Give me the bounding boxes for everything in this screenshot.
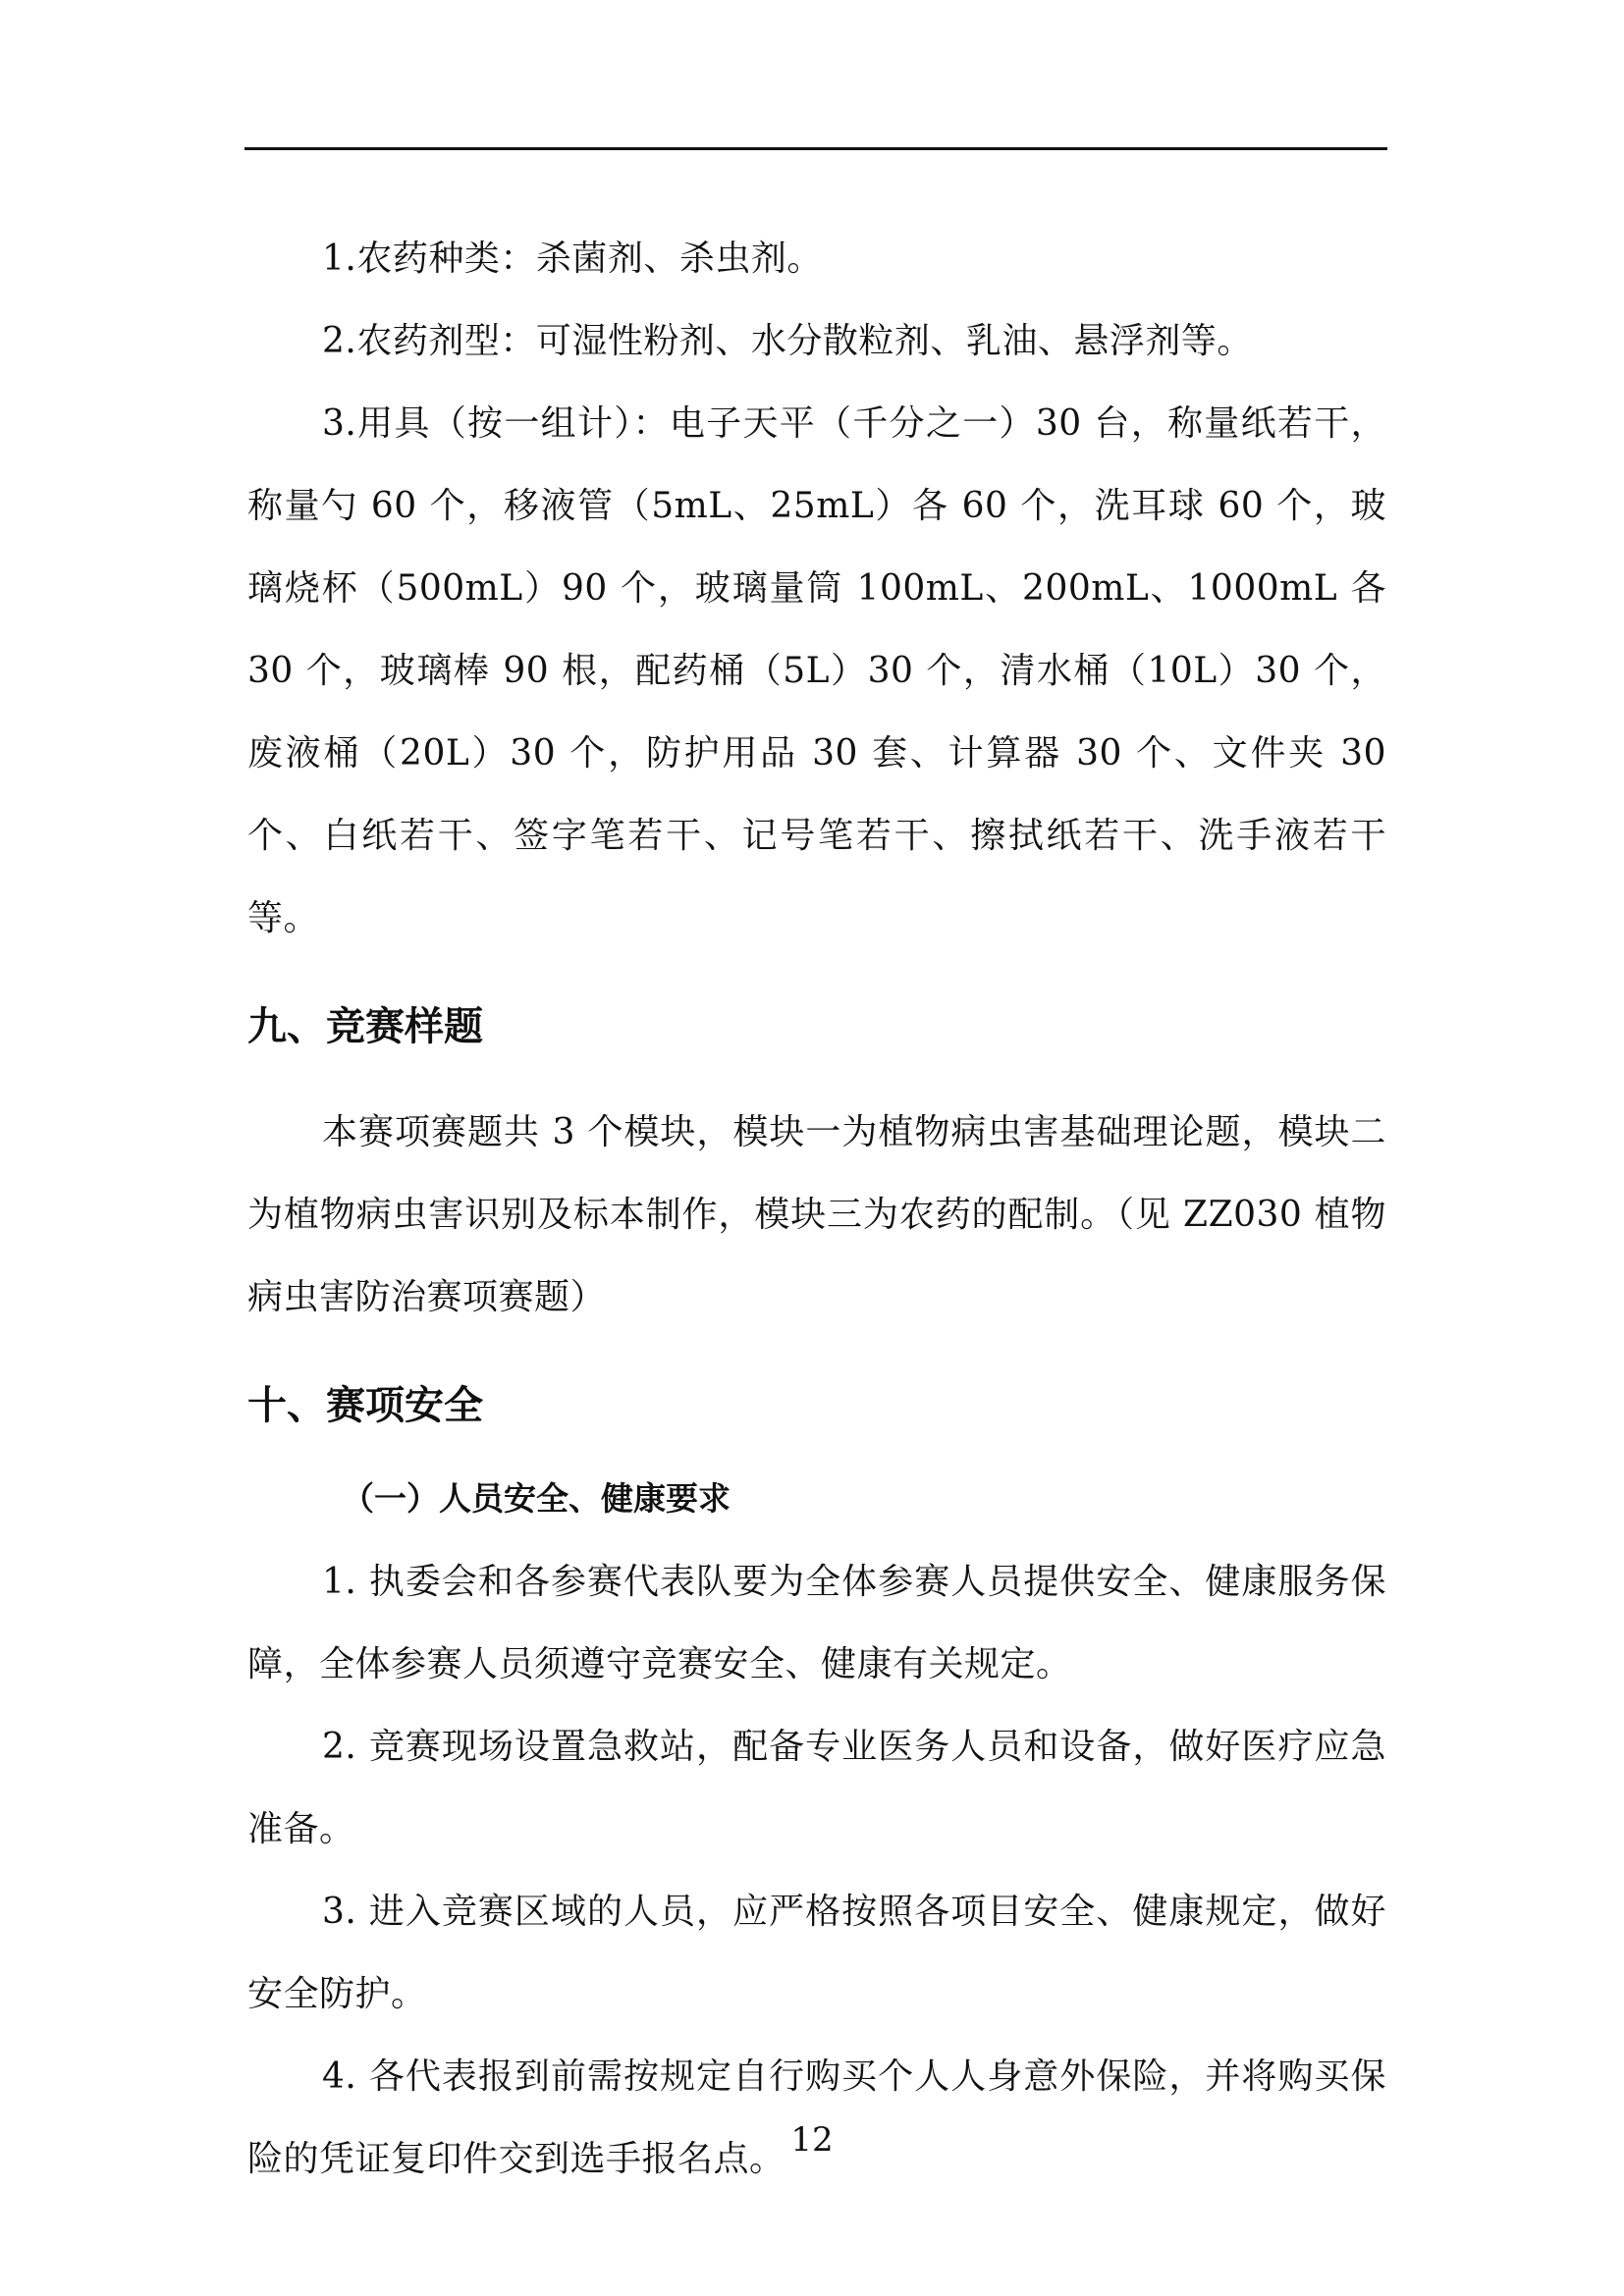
pesticide-types-paragraph: 1.农药种类：杀菌剂、杀虫剂。 [322,239,823,279]
equipment-paragraph: 3.用具（按一组计）：电子天平（千分之一）30 台，称量纸若干，称量勺 60 个，移液管（5mL、25mL）各 60 个，洗耳球 60 个，玻璃烧杯（500mL）90 个，玻璃量筒 100mL、200mL、1000mL 各 30 个，玻璃棒 90 根，配药桶（5L）30 个，清水桶（10L）30 个，废液桶（20L）30 个，防护用品 30 套、计算器 30 个、文件夹 30 个、白纸若干、签字笔若干、记号笔若干、擦拭纸若干、洗手液若干等。 [247,403,1386,938]
section-heading-sample-questions: 九、竞赛样题 [247,1004,483,1049]
safety-item-4: 4. 各代表报到前需按规定自行购买个人人身意外保险，并将购买保险的凭证复印件交到选手报名点。 [247,2056,1386,2179]
pesticide-formulations-paragraph: 2.农药剂型：可湿性粉剂、水分散粒剂、乳油、悬浮剂等。 [322,321,1253,361]
subheading-personnel-safety: （一）人员安全、健康要求 [342,1479,731,1518]
header-rule [244,147,1387,150]
page-number: 12 [790,2120,834,2160]
section-heading-event-safety: 十、赛项安全 [247,1383,483,1428]
safety-item-3: 3. 进入竞赛区域的人员，应严格按照各项目安全、健康规定，做好安全防护。 [247,1892,1386,2014]
safety-item-1: 1. 执委会和各参赛代表队要为全体参赛人员提供安全、健康服务保障，全体参赛人员须遵守竞赛安全、健康有关规定。 [247,1562,1386,1684]
sample-questions-paragraph: 本赛项赛题共 3 个模块，模块一为植物病虫害基础理论题，模块二为植物病虫害识别及标本制作，模块三为农药的配制。（见 ZZ030 植物病虫害防治赛项赛题） [247,1112,1386,1317]
safety-item-2: 2. 竞赛现场设置急救站，配备专业医务人员和设备，做好医疗应急准备。 [247,1727,1386,1849]
document-body [247,218,1386,2201]
